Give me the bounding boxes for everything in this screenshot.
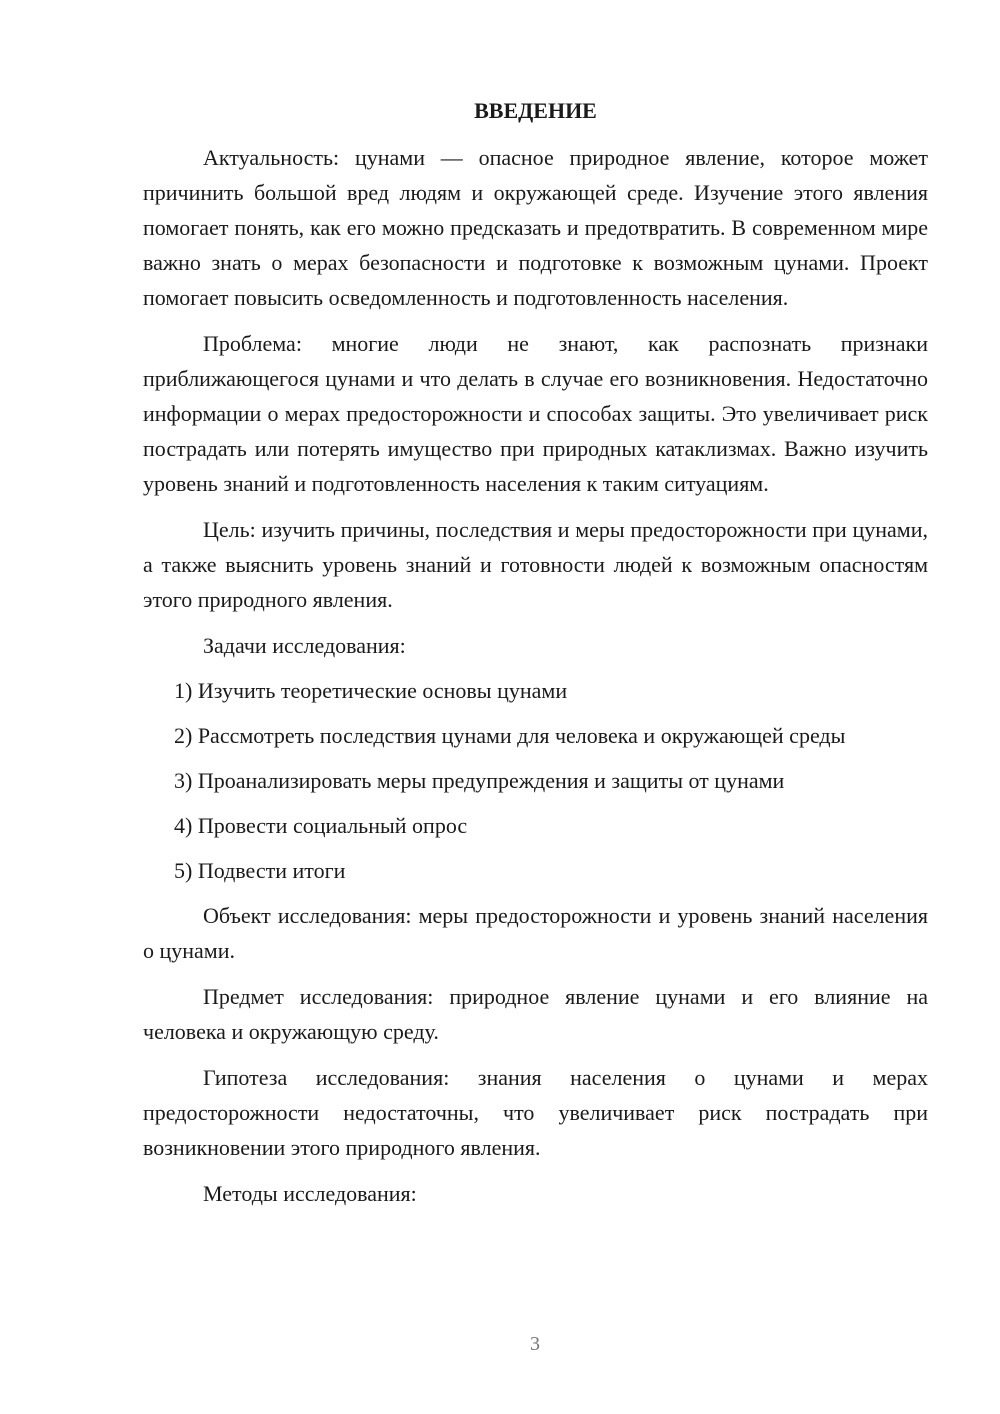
document-title: ВВЕДЕНИЕ [474,98,597,123]
task-item-2: 2) Рассмотреть последствия цунами для человека и окружающей среды [174,723,846,748]
subject-paragraph: Предмет исследования: природное явление цунами и его влияние на человека и окружающую среду. [143,984,928,1044]
problem-paragraph: Проблема: многие люди не знают, как распознать признаки приближающегося цунами и что делать в случае его возникновения. Недостаточно информации о мерах предосторожности и способах защиты. Это увеличивает риск пострадать или потерять имущество при природных катаклизмах. Важно изучить уровень знаний и подготовленность населения к таким ситуациям. [143,331,928,496]
relevance-paragraph: Актуальность: цунами — опасное природное явление, которое может причинить большой вред людям и окружающей среде. Изучение этого явления помогает понять, как его можно предсказать и предотвратить. В современном мире важно знать о мерах безопасности и подготовке к возможным цунами. Проект помогает повысить осведомленность и подготовленность населения. [143,145,928,310]
page-number: 3 [530,1333,540,1355]
tasks-list [143,673,928,888]
goal-paragraph: Цель: изучить причины, последствия и меры предосторожности при цунами, а также выяснить уровень знаний и готовности людей к возможным опасностям этого природного явления. [143,517,928,612]
object-paragraph: Объект исследования: меры предосторожности и уровень знаний населения о цунами. [143,903,928,963]
task-item-3: 3) Проанализировать меры предупреждения и защиты от цунами [174,768,785,793]
hypothesis-paragraph: Гипотеза исследования: знания населения о цунами и мерах предосторожности недостаточны, что увеличивает риск пострадать при возникновении этого природного явления. [143,1065,928,1160]
task-item-1: 1) Изучить теоретические основы цунами [174,678,568,703]
document-page [143,96,928,1221]
methods-heading: Методы исследования: [203,1181,417,1206]
task-item-5: 5) Подвести итоги [174,858,346,883]
task-item-4: 4) Провести социальный опрос [174,813,468,838]
tasks-heading: Задачи исследования: [203,633,406,658]
